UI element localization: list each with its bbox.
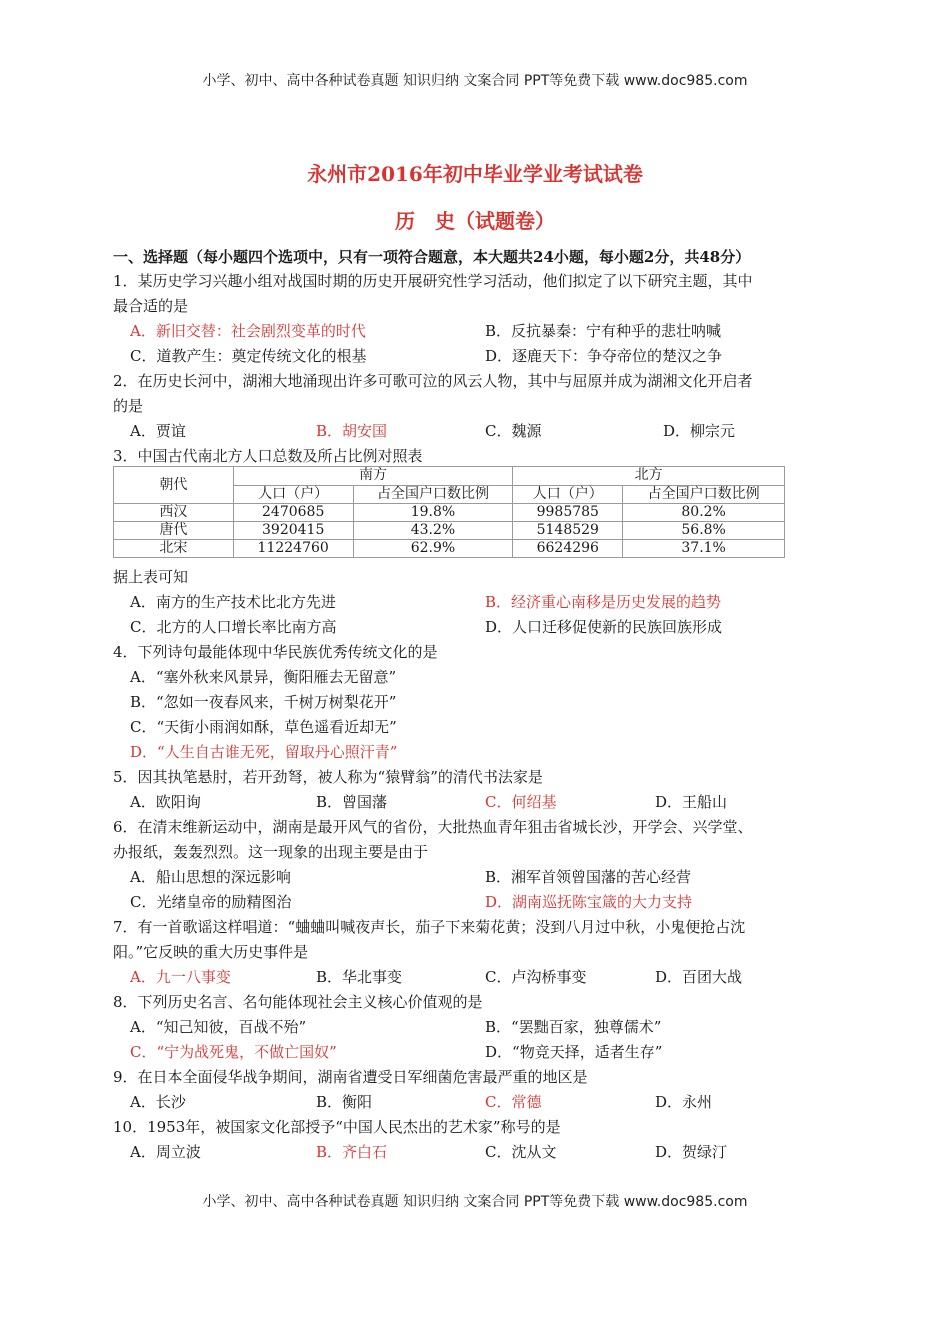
table-cell: 3920415 xyxy=(233,522,353,540)
question-stem: 10．1953年，被国家文化部授予“中国人民杰出的艺术家”称号的是 xyxy=(113,1118,561,1136)
option: A．欧阳询 xyxy=(130,793,201,811)
option: D．贺绿汀 xyxy=(655,1143,728,1161)
option: B．曾国藩 xyxy=(316,793,388,811)
table-cell: 37.1% xyxy=(623,540,785,558)
page-footer: 小学、初中、高中各种试卷真题 知识归纳 文案合同 PPT等免费下载 www.doc985.com xyxy=(202,1194,748,1210)
table-cell: 6624296 xyxy=(513,540,623,558)
option-answer: C．何绍基 xyxy=(485,793,557,811)
table-cell: 62.9% xyxy=(353,540,513,558)
table-cell: 2470685 xyxy=(233,504,353,522)
option-answer: B．齐白石 xyxy=(316,1143,388,1161)
option: C．“天街小雨润如酥，草色遥看近却无” xyxy=(130,718,397,736)
question-stem: 最合适的是 xyxy=(113,297,189,315)
option: D．王船山 xyxy=(655,793,728,811)
option: C．光绪皇帝的励精图治 xyxy=(130,893,292,911)
option: D．永州 xyxy=(655,1093,713,1111)
option: B．衡阳 xyxy=(316,1093,373,1111)
option: B．“忽如一夜春风来，千树万树梨花开” xyxy=(130,693,397,711)
table-header-dynasty: 朝代 xyxy=(114,467,234,504)
question-stem: 8．下列历史名言、名句能体现社会主义核心价值观的是 xyxy=(113,993,483,1011)
table-cell: 56.8% xyxy=(623,522,785,540)
option-answer: C．常德 xyxy=(485,1093,542,1111)
option: A．长沙 xyxy=(130,1093,186,1111)
question-stem: 1．某历史学习兴趣小组对战国时期的历史开展研究性学习活动，他们拟定了以下研究主题，其中 xyxy=(113,272,753,290)
option: B．湘军首领曾国藩的苦心经营 xyxy=(485,868,692,886)
option: A．船山思想的深远影响 xyxy=(130,868,291,886)
exam-title: 永州市2016年初中毕业学业考试试卷 xyxy=(307,162,643,186)
option: D．“物竞天择，适者生存” xyxy=(485,1043,663,1061)
option-answer: B．胡安国 xyxy=(316,422,388,440)
option: D．百团大战 xyxy=(655,968,743,986)
exam-subtitle: 历 史（试题卷） xyxy=(395,209,555,233)
option-answer: D．“人生自古谁无死，留取丹心照汗青” xyxy=(130,743,398,761)
table-cell: 11224760 xyxy=(233,540,353,558)
option: C．北方的人口增长率比南方高 xyxy=(130,618,337,636)
question-note: 据上表可知 xyxy=(113,568,189,586)
question-stem: 5．因其执笔悬肘，若开劲弩，被人称为“猿臂翁”的清代书法家是 xyxy=(113,768,543,786)
option: A．“塞外秋来风景异，衡阳雁去无留意” xyxy=(130,668,397,686)
table-cell: 北宋 xyxy=(114,540,234,558)
option-answer: C．“宁为战死鬼，不做亡国奴” xyxy=(130,1043,337,1061)
table-cell: 19.8% xyxy=(353,504,513,522)
option: A．贾谊 xyxy=(130,422,186,440)
table-header-pop: 人口（户） xyxy=(233,485,353,504)
option: A．周立波 xyxy=(130,1143,201,1161)
option: A．南方的生产技术比北方先进 xyxy=(130,593,336,611)
question-stem: 办报纸，轰轰烈烈。这一现象的出现主要是由于 xyxy=(113,843,429,861)
question-stem: 4．下列诗句最能体现中华民族优秀传统文化的是 xyxy=(113,643,438,661)
table-row xyxy=(114,522,785,540)
option: A．“知己知彼，百战不殆” xyxy=(130,1018,307,1036)
option: B．华北事变 xyxy=(316,968,403,986)
question-stem: 7．有一首歌谣这样唱道：“蛐蛐叫喊夜声长，茄子下来菊花黄；没到八月过中秋，小鬼便抢占沈 xyxy=(113,918,746,936)
question-stem: 的是 xyxy=(113,397,144,415)
table-row xyxy=(114,540,785,558)
option: D．人口迁移促使新的民族回族形成 xyxy=(485,618,723,636)
table-header-north: 北方 xyxy=(513,467,785,486)
option: C．卢沟桥事变 xyxy=(485,968,587,986)
option-answer: B．经济重心南移是历史发展的趋势 xyxy=(485,593,722,611)
table-header-ratio: 占全国户口数比例 xyxy=(623,485,785,504)
option-answer: A．九一八事变 xyxy=(130,968,231,986)
table-cell: 43.2% xyxy=(353,522,513,540)
table-cell: 9985785 xyxy=(513,504,623,522)
table-cell: 80.2% xyxy=(623,504,785,522)
table-cell: 唐代 xyxy=(114,522,234,540)
option: C．道教产生：奠定传统文化的根基 xyxy=(130,347,367,365)
table-cell: 5148529 xyxy=(513,522,623,540)
question-stem: 2．在历史长河中，湖湘大地涌现出许多可歌可泣的风云人物，其中与屈原并成为湖湘文化开启者 xyxy=(113,372,753,390)
page-header: 小学、初中、高中各种试卷真题 知识归纳 文案合同 PPT等免费下载 www.doc985.com xyxy=(202,73,748,89)
option-answer: D．湖南巡抚陈宝箴的大力支持 xyxy=(485,893,693,911)
option: B．反抗暴秦：宁有种乎的悲壮呐喊 xyxy=(485,322,722,340)
table-row xyxy=(114,504,785,522)
table-cell: 西汉 xyxy=(114,504,234,522)
option: D．逐鹿天下：争夺帝位的楚汉之争 xyxy=(485,347,723,365)
question-stem: 9．在日本全面侵华战争期间，湖南省遭受日军细菌危害最严重的地区是 xyxy=(113,1068,588,1086)
question-stem: 3．中国古代南北方人口总数及所占比例对照表 xyxy=(113,447,423,465)
option: D．柳宗元 xyxy=(663,422,736,440)
population-table xyxy=(113,466,785,558)
question-stem: 6．在清末维新运动中，湖南是最开风气的省份，大批热血青年狙击省城长沙，开学会、兴学堂、 xyxy=(113,818,753,836)
question-stem: 阳。”它反映的重大历史事件是 xyxy=(113,943,309,961)
option: C．沈从文 xyxy=(485,1143,557,1161)
option: C．魏源 xyxy=(485,422,542,440)
section-heading: 一、选择题（每小题四个选项中，只有一项符合题意，本大题共24小题，每小题2分，共48分） xyxy=(113,248,751,266)
table-header-south: 南方 xyxy=(233,467,513,486)
option: B．“罢黜百家，独尊儒术” xyxy=(485,1018,662,1036)
table-header-ratio: 占全国户口数比例 xyxy=(353,485,513,504)
option-answer: A．新旧交替：社会剧烈变革的时代 xyxy=(130,322,366,340)
table-header-pop: 人口（户） xyxy=(513,485,623,504)
